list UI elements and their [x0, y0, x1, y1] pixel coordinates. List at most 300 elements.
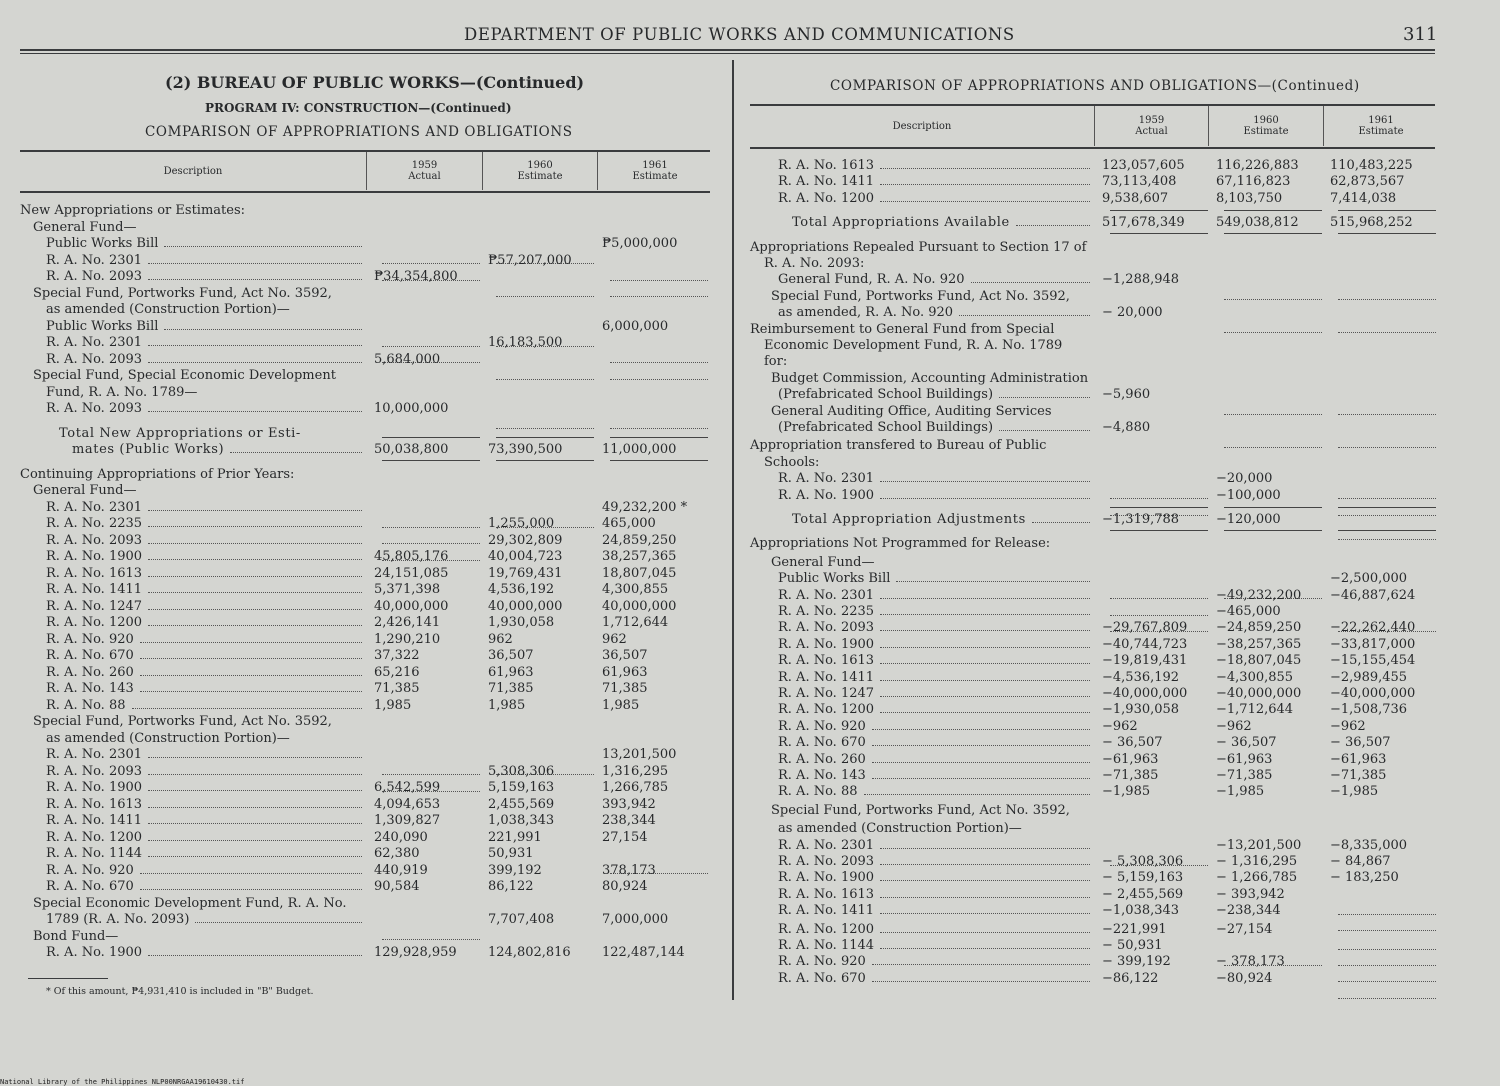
table-row — [750, 321, 1094, 338]
table-row — [750, 337, 1094, 354]
table-row — [750, 869, 1094, 886]
row-description: R. A. No. 2093 — [46, 351, 143, 367]
row-description: R. A. No. 1200 — [778, 702, 875, 718]
amount-cell: −49,232,200 — [1216, 587, 1302, 603]
header-1959: 1959 Actual — [366, 152, 482, 190]
amount-cell: −2,989,455 — [1330, 669, 1408, 685]
amount-cell: ₱57,207,000 — [488, 252, 572, 268]
amount-cell: − 36,507 — [1330, 735, 1391, 751]
table-row — [750, 587, 1094, 604]
amount-cell: 440,919 — [374, 862, 428, 878]
amount-cell: 517,678,349 — [1102, 215, 1185, 231]
amount-cell: −80,924 — [1216, 970, 1273, 986]
row-description: R. A. No. 2301 — [46, 499, 143, 515]
leader-dots — [880, 880, 1090, 881]
row-description: as amended (Construction Portion)— — [46, 730, 290, 746]
row-description: Special Fund, Portworks Fund, Act No. 3592, — [771, 802, 1070, 818]
amount-cell: −20,000 — [1216, 471, 1273, 487]
empty-cell-dots — [1338, 948, 1436, 966]
amount-cell: 123,057,605 — [1102, 158, 1185, 173]
table-row — [750, 214, 1094, 231]
row-description: R. A. No. 1613 — [778, 886, 875, 902]
amount-cell: 67,116,823 — [1216, 174, 1291, 190]
row-description: R. A. No. 670 — [778, 735, 866, 751]
amount-cell: 124,802,816 — [488, 945, 571, 960]
empty-cell-dots — [1338, 430, 1436, 448]
empty-cell-dots — [1110, 481, 1208, 499]
leader-dots — [999, 430, 1090, 431]
total-rule — [1338, 210, 1436, 228]
leader-dots — [880, 201, 1090, 202]
row-description: R. A. No. 1200 — [778, 921, 875, 937]
table-row — [750, 173, 1094, 190]
amount-cell: 7,707,408 — [488, 912, 555, 927]
amount-cell: 62,380 — [374, 846, 420, 861]
total-underline — [1224, 233, 1322, 251]
leader-dots — [880, 932, 1090, 933]
amount-cell: 50,038,800 — [374, 442, 449, 457]
table-row — [750, 190, 1094, 207]
amount-cell: −962 — [1216, 718, 1252, 734]
amount-cell: 378,173 — [602, 862, 656, 878]
table-row — [750, 419, 1094, 436]
amount-cell: −38,257,365 — [1216, 636, 1302, 652]
amount-cell: 1,316,295 — [602, 763, 669, 779]
amount-cell: 18,807,045 — [602, 565, 677, 581]
amount-cell: − 50,931 — [1102, 938, 1163, 953]
amount-cell: −465,000 — [1216, 604, 1281, 619]
amount-cell: 515,968,252 — [1330, 215, 1413, 231]
amount-cell: 36,507 — [602, 648, 648, 663]
amount-cell: −100,000 — [1216, 487, 1281, 503]
total-underline — [1338, 233, 1436, 251]
empty-cell-dots — [1338, 315, 1436, 333]
header-1960: 1960 Estimate — [482, 152, 597, 190]
leader-dots — [1032, 522, 1090, 523]
leader-dots — [880, 913, 1090, 914]
row-description: R. A. No. 1613 — [46, 565, 143, 581]
row-description: Public Works Bill — [46, 236, 159, 251]
row-description: General Fund, R. A. No. 920 — [778, 272, 965, 288]
amount-cell: 4,094,653 — [374, 796, 441, 812]
amount-cell: −40,000,000 — [1102, 686, 1188, 701]
amount-cell: 962 — [488, 631, 513, 647]
row-description: Special Fund, Portworks Fund, Act No. 3592, — [771, 288, 1070, 304]
row-description: R. A. No. 88 — [46, 697, 126, 713]
table-row — [750, 751, 1094, 768]
table-row — [750, 603, 1094, 620]
row-description: R. A. No. 670 — [778, 970, 866, 986]
leader-dots — [872, 729, 1090, 730]
row-description: R. A. No. 1613 — [46, 796, 143, 812]
row-description: R. A. No. 1144 — [46, 846, 143, 861]
row-description: R. A. No. 88 — [778, 784, 858, 800]
row-description: R. A. No. 1900 — [778, 870, 875, 886]
leader-dots — [880, 630, 1090, 631]
empty-cell-dots — [1110, 598, 1208, 616]
amount-cell: −1,508,736 — [1330, 702, 1408, 718]
amount-cell: −40,000,000 — [1330, 686, 1416, 701]
row-description: Total New Appropriations or Esti- — [59, 425, 301, 441]
right-table-header-rule — [750, 147, 1435, 149]
table-row — [750, 535, 1094, 552]
amount-cell: −86,122 — [1102, 970, 1159, 986]
amount-cell: − 84,867 — [1330, 854, 1391, 869]
amount-cell: −40,000,000 — [1216, 686, 1302, 701]
table-row — [750, 853, 1094, 870]
amount-cell: −2,500,000 — [1330, 571, 1408, 587]
amount-cell: −4,300,855 — [1216, 669, 1294, 685]
table-row — [750, 255, 1094, 272]
row-description: R. A. No. 260 — [778, 751, 866, 767]
amount-cell: 240,090 — [374, 829, 428, 845]
row-description: R. A. No. 920 — [46, 862, 134, 878]
amount-cell: 71,385 — [374, 681, 420, 696]
empty-cell-dots — [1338, 913, 1436, 931]
amount-cell: −1,319,788 — [1102, 512, 1180, 527]
leader-dots — [1016, 225, 1090, 226]
amount-cell: 1,712,644 — [602, 615, 669, 630]
amount-cell: 4,300,855 — [602, 582, 669, 597]
amount-cell: 61,963 — [602, 664, 648, 680]
row-description: Economic Development Fund, R. A. No. 1789 — [764, 338, 1063, 353]
table-row — [750, 454, 1094, 471]
table-row — [750, 953, 1094, 970]
empty-cell-dots — [1338, 932, 1436, 950]
amount-cell: 62,873,567 — [1330, 174, 1405, 190]
total-rule — [1224, 507, 1322, 525]
leader-dots — [880, 712, 1090, 713]
leader-dots — [959, 315, 1090, 316]
row-description: R. A. No. 2093 — [46, 269, 143, 284]
amount-cell: −18,807,045 — [1216, 653, 1302, 669]
amount-cell: ₱5,000,000 — [602, 236, 678, 251]
row-description: R. A. No. 1900 — [46, 549, 143, 564]
row-description: R. A. No. 2301 — [46, 335, 143, 350]
total-underline — [1110, 233, 1208, 251]
amount-cell: −5,960 — [1102, 387, 1151, 403]
leader-dots — [880, 897, 1090, 898]
amount-cell: − 183,250 — [1330, 870, 1399, 886]
amount-cell: − 5,159,163 — [1102, 870, 1184, 886]
table-row — [750, 783, 1094, 800]
amount-cell: 1,985 — [374, 697, 412, 713]
leader-dots — [880, 498, 1090, 499]
table-row — [750, 288, 1094, 305]
amount-cell: −120,000 — [1216, 512, 1281, 527]
total-rule — [1110, 210, 1208, 228]
amount-cell: − 20,000 — [1102, 305, 1163, 321]
empty-cell-dots — [1224, 315, 1322, 333]
row-description: R. A. No. 1411 — [46, 582, 143, 597]
amount-cell: 90,584 — [374, 879, 420, 894]
row-description: R. A. No. 2235 — [778, 604, 875, 619]
row-description: R. A. No. 1247 — [46, 598, 143, 614]
amount-cell: 27,154 — [602, 829, 648, 845]
row-description: Public Works Bill — [46, 318, 159, 334]
row-description: R. A. No. 2301 — [46, 747, 143, 762]
program-title: PROGRAM IV: CONSTRUCTION—(Continued) — [205, 101, 512, 115]
amount-cell: −8,335,000 — [1330, 837, 1408, 853]
table-row — [750, 570, 1094, 587]
leader-dots — [880, 481, 1090, 482]
row-description: General Fund— — [33, 219, 137, 235]
row-description: R. A. No. 2093 — [46, 401, 143, 416]
amount-cell: 50,931 — [488, 846, 534, 861]
row-description: R. A. No. 1900 — [46, 945, 143, 960]
row-description: Public Works Bill — [778, 571, 891, 587]
right-table-header — [750, 106, 1438, 146]
table-row — [750, 734, 1094, 751]
amount-cell: −1,985 — [1216, 784, 1265, 800]
table-row — [750, 802, 1094, 819]
amount-cell: −29,767,809 — [1102, 620, 1188, 636]
scan-footer: National Library of the Philippines NLP00NRGAA19610430.tif — [0, 1078, 245, 1086]
leader-dots — [880, 680, 1090, 681]
row-description: Appropriations Repealed Pursuant to Section 17 of — [750, 239, 1087, 255]
total-rule — [1224, 210, 1322, 228]
row-description: R. A. No. 1900 — [778, 487, 875, 503]
leader-dots — [999, 397, 1090, 398]
amount-cell: 40,000,000 — [488, 598, 563, 614]
amount-cell: −61,963 — [1102, 751, 1159, 767]
amount-cell: 73,390,500 — [488, 442, 563, 457]
table-row — [750, 487, 1094, 504]
amount-cell: 1,038,343 — [488, 813, 555, 828]
row-description: General Fund— — [33, 483, 137, 498]
amount-cell: 2,426,141 — [374, 615, 441, 630]
amount-cell: − 5,308,306 — [1102, 854, 1184, 869]
leader-dots — [880, 168, 1090, 169]
empty-cell-dots — [1338, 981, 1436, 999]
empty-cell-dots — [1338, 964, 1436, 982]
amount-cell: 129,928,959 — [374, 945, 457, 960]
amount-cell: 221,991 — [488, 829, 542, 845]
row-description: R. A. No. 920 — [778, 718, 866, 734]
amount-cell: − 393,942 — [1216, 886, 1285, 902]
table-row — [750, 685, 1094, 702]
row-description: R. A. No. 1411 — [778, 669, 875, 685]
total-underline — [1224, 530, 1322, 548]
table-row — [750, 970, 1094, 987]
amount-cell: 71,385 — [488, 681, 534, 696]
amount-cell: 40,004,723 — [488, 549, 563, 564]
leader-dots — [880, 647, 1090, 648]
total-underline — [1338, 530, 1436, 548]
amount-cell: 86,122 — [488, 879, 534, 894]
amount-cell: 1,985 — [602, 697, 640, 713]
amount-cell: −61,963 — [1330, 751, 1387, 767]
amount-cell: 6,000,000 — [602, 318, 669, 334]
amount-cell: −15,155,454 — [1330, 653, 1416, 669]
row-description: R. A. No. 920 — [46, 631, 134, 647]
table-row — [750, 386, 1094, 403]
right-header-1959: 1959 Actual — [1094, 106, 1208, 146]
total-rule — [1338, 507, 1436, 525]
row-description: R. A. No. 1247 — [778, 686, 875, 701]
table-row — [750, 767, 1094, 784]
row-description: R. A. No. 2301 — [778, 837, 875, 853]
row-description: R. A. No. 2093: — [764, 256, 865, 271]
table-row — [750, 271, 1094, 288]
amount-cell: 61,963 — [488, 664, 534, 680]
amount-cell: 1,985 — [488, 697, 526, 713]
amount-cell: − 1,266,785 — [1216, 870, 1298, 886]
amount-cell: 399,192 — [488, 862, 542, 878]
table-row — [750, 239, 1094, 256]
amount-cell: − 378,173 — [1216, 954, 1285, 970]
empty-cell-dots — [1338, 397, 1436, 415]
row-description: Appropriation transfered to Bureau of Public — [750, 438, 1047, 454]
amount-cell: 5,159,163 — [488, 780, 555, 795]
amount-cell: −46,887,624 — [1330, 587, 1416, 603]
table-row — [750, 718, 1094, 735]
footnote: * Of this amount, ₱4,931,410 is included in "B" Budget. — [46, 986, 314, 997]
amount-cell: 1,290,210 — [374, 631, 441, 647]
row-description: R. A. No. 1200 — [778, 190, 875, 206]
amount-cell: 65,216 — [374, 664, 420, 680]
amount-cell: 40,000,000 — [602, 598, 677, 614]
table-row — [750, 837, 1094, 854]
table-row — [750, 511, 1094, 528]
comparison-heading: COMPARISON OF APPROPRIATIONS AND OBLIGATIONS — [145, 124, 573, 140]
amount-cell: − 399,192 — [1102, 954, 1171, 970]
empty-cell-dots — [1338, 481, 1436, 499]
row-description: for: — [764, 354, 788, 370]
amount-cell: −71,385 — [1330, 768, 1387, 783]
row-description: General Auditing Office, Auditing Services — [771, 403, 1052, 419]
row-description: 1789 (R. A. No. 2093) — [46, 912, 190, 927]
row-description: Special Economic Development Fund, R. A. No. — [33, 895, 347, 911]
row-description: R. A. No. 2093 — [778, 620, 875, 636]
row-description: R. A. No. 2093 — [778, 854, 875, 869]
leader-dots — [971, 282, 1090, 283]
leader-dots — [896, 581, 1090, 582]
table-row — [750, 669, 1094, 686]
amount-cell: − 36,507 — [1102, 735, 1163, 751]
row-description: New Appropriations or Estimates: — [20, 203, 245, 218]
amount-cell: 13,201,500 — [602, 747, 677, 762]
row-description: (Prefabricated School Buildings) — [778, 420, 994, 435]
amount-cell: −71,385 — [1102, 768, 1159, 783]
amount-cell: 45,805,176 — [374, 549, 449, 564]
amount-cell: 5,308,306 — [488, 763, 555, 779]
row-description: Total Appropriations Available — [792, 215, 1010, 231]
row-description: R. A. No. 1613 — [778, 653, 875, 669]
table-row — [750, 554, 1094, 571]
amount-cell: 1,309,827 — [374, 813, 441, 828]
amount-cell: −4,880 — [1102, 420, 1151, 435]
row-description: as amended (Construction Portion)— — [778, 821, 1022, 837]
amount-cell: 4,536,192 — [488, 582, 555, 597]
right-header-1961: 1961 Estimate — [1323, 106, 1438, 146]
empty-cell-dots — [1224, 397, 1322, 415]
table-row — [750, 921, 1094, 938]
amount-cell: ₱34,354,800 — [374, 269, 458, 284]
amount-cell: −13,201,500 — [1216, 837, 1302, 853]
amount-cell: −962 — [1330, 718, 1366, 734]
leader-dots — [880, 614, 1090, 615]
amount-cell: 1,266,785 — [602, 780, 669, 795]
amount-cell: 962 — [602, 631, 627, 647]
table-row — [750, 403, 1094, 420]
amount-cell: 6,542,599 — [374, 780, 441, 795]
row-description: R. A. No. 2093 — [46, 763, 143, 779]
row-description: Appropriations Not Programmed for Release: — [750, 536, 1051, 552]
total-underline — [1110, 530, 1208, 548]
amount-cell: −1,288,948 — [1102, 272, 1180, 288]
table-row — [750, 370, 1094, 387]
amount-cell: 24,859,250 — [602, 532, 677, 548]
table-row — [750, 902, 1094, 919]
table-row — [750, 619, 1094, 636]
table-row — [750, 353, 1094, 370]
row-description: R. A. No. 1200 — [46, 829, 143, 845]
leader-dots — [872, 964, 1090, 965]
amount-cell: −33,817,000 — [1330, 636, 1416, 652]
amount-cell: 19,769,431 — [488, 565, 563, 581]
leader-dots — [872, 778, 1090, 779]
row-description: R. A. No. 2301 — [778, 471, 875, 487]
amount-cell: −1,712,644 — [1216, 702, 1294, 718]
amount-cell: 36,507 — [488, 648, 534, 663]
amount-cell: − 2,455,569 — [1102, 886, 1184, 902]
table-row — [750, 652, 1094, 669]
table-row — [750, 701, 1094, 718]
leader-dots — [880, 948, 1090, 949]
leader-dots — [880, 598, 1090, 599]
amount-cell: 238,344 — [602, 813, 656, 828]
amount-cell: 10,000,000 — [374, 401, 449, 416]
row-description: R. A. No. 2301 — [46, 252, 143, 268]
amount-cell: −40,744,723 — [1102, 636, 1188, 652]
amount-cell: 2,455,569 — [488, 796, 555, 812]
row-description: Special Fund, Portworks Fund, Act No. 3592, — [33, 714, 332, 729]
row-description: R. A. No. 1613 — [778, 158, 875, 173]
amount-cell: 549,038,812 — [1216, 215, 1299, 231]
amount-cell: 11,000,000 — [602, 442, 677, 457]
amount-cell: − 36,507 — [1216, 735, 1277, 751]
leader-dots — [872, 762, 1090, 763]
row-description: R. A. No. 2235 — [46, 516, 143, 531]
row-description: Total Appropriation Adjustments — [792, 512, 1026, 527]
right-heading: COMPARISON OF APPROPRIATIONS AND OBLIGATIONS—(Continued) — [830, 78, 1360, 94]
page-number: 311 — [1403, 24, 1438, 45]
row-description: R. A. No. 670 — [46, 879, 134, 894]
empty-cell-dots — [1338, 282, 1436, 300]
running-head: DEPARTMENT OF PUBLIC WORKS AND COMMUNICATIONS — [464, 25, 1015, 44]
amount-cell: −238,344 — [1216, 903, 1281, 919]
row-description: R. A. No. 1900 — [778, 636, 875, 652]
row-description: R. A. No. 2093 — [46, 532, 143, 548]
row-description: Schools: — [764, 454, 820, 470]
amount-cell: 16,183,500 — [488, 335, 563, 350]
amount-cell: −1,038,343 — [1102, 903, 1180, 919]
amount-cell: 7,000,000 — [602, 912, 669, 927]
amount-cell: −962 — [1102, 718, 1138, 734]
amount-cell: 393,942 — [602, 796, 656, 812]
amount-cell: 5,684,000 — [374, 351, 441, 367]
amount-cell: −22,262,440 — [1330, 620, 1416, 636]
empty-cell-dots — [1224, 430, 1322, 448]
row-description: R. A. No. 1144 — [778, 938, 875, 953]
table-row — [750, 157, 1094, 174]
row-description: (Prefabricated School Buildings) — [778, 387, 994, 403]
amount-cell: −27,154 — [1216, 921, 1273, 937]
amount-cell: 7,414,038 — [1330, 190, 1397, 206]
amount-cell: 110,483,225 — [1330, 158, 1413, 173]
empty-cell-dots — [1338, 897, 1436, 915]
